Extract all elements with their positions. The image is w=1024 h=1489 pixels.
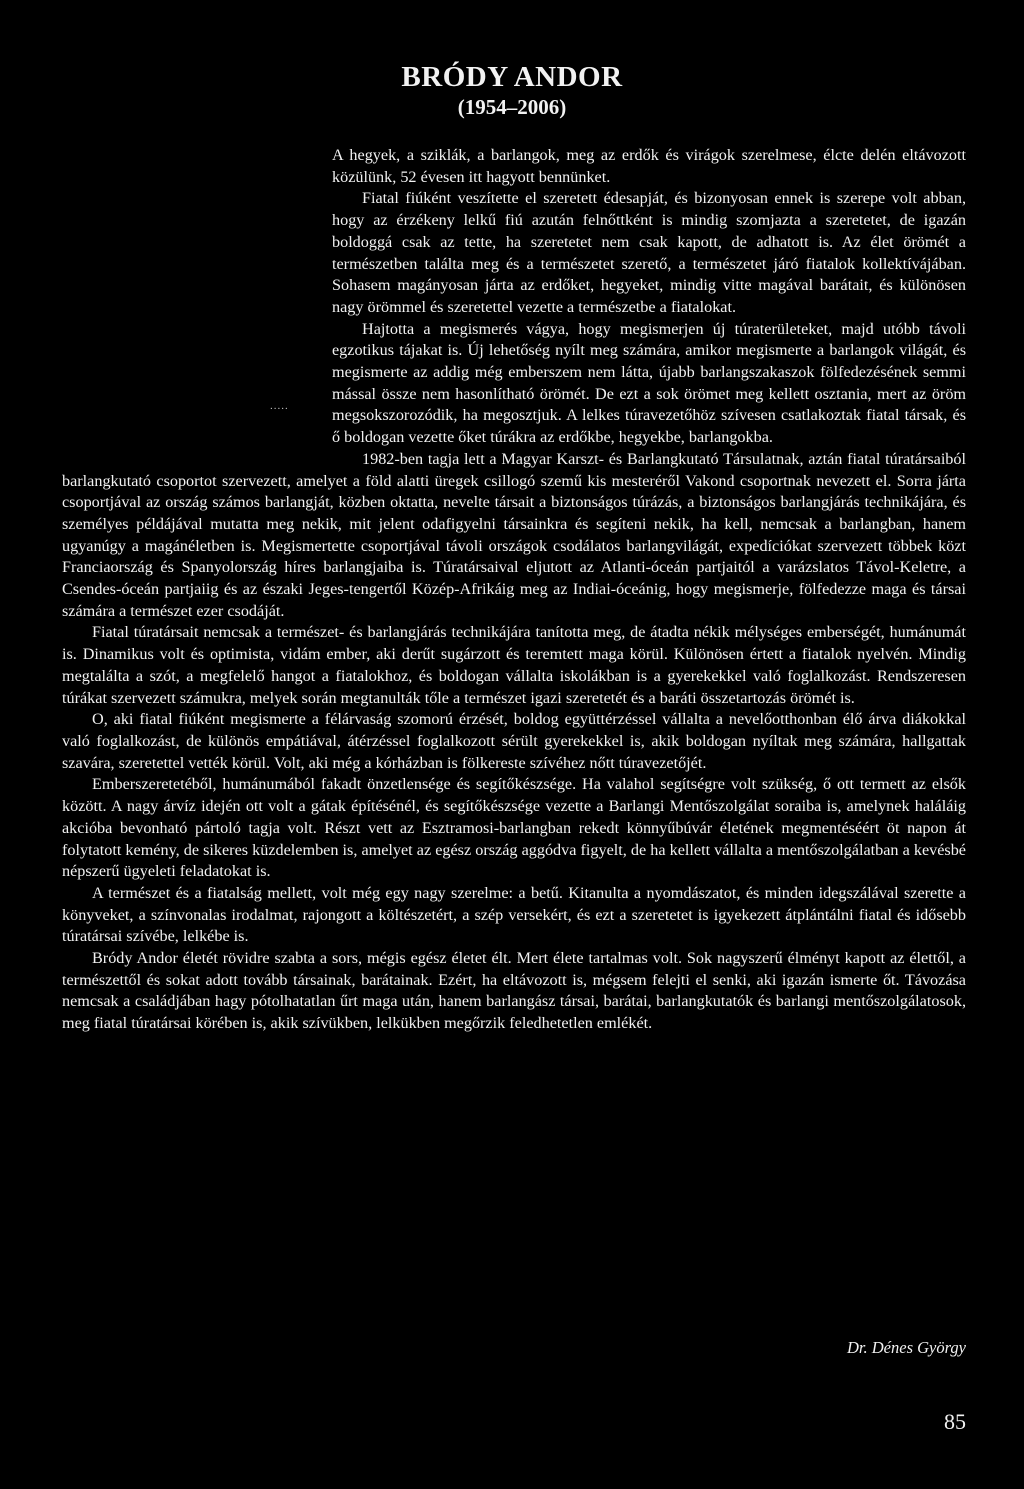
- paragraph-6: O, aki fiatal fiúként megismerte a félárvaság szomorú érzését, boldog együttérzéssel vállalta a nevelőotthonban élő árva diákokkal való foglalkozást, de különös empátiával, átérzéssel foglalkozott sérült gyerekekkel is, akik boldogan nyíltak meg számára, hallgattak szavára, szeretettel vették körül. Volt, aki még a kórházban is fölkereste szívéhez nőtt túravezetőjét.: [62, 710, 966, 772]
- paragraph-7: Emberszeretetéből, humánumából fakadt önzetlensége és segítőkészsége. Ha valahol segítségre volt szükség, ő ott termett az elsők között. A nagy árvíz idején ott volt a gátak építésénél, és segítőkészsége vezette a Barlangi Mentőszolgálat soraiba is, amelynek haláláig akcióba bevonható pártoló tagja volt. Részt vett az Esztramosi-barlangban rekedt könnyűbúvár életének megmentéséért öt napon át folytatott kemény, de sikeres küzdelemben is, amelyet az egész ország aggódva figyelt, de ha kellett vállalta a mentőszolgálatban a kevésbé népszerű ügyeleti feladatokat is.: [62, 775, 966, 881]
- obituary-title: BRÓDY ANDOR: [401, 61, 623, 93]
- paragraph-5: Fiatal túratársait nemcsak a természet- és barlangjárás technikájára tanította meg, de átadta nékik mélységes emberségét, humánumát is. Dinamikus volt és optimista, vidám ember, aki derűt sugárzott és teremtett maga körül. Különösen értett a fiatalok nyelvén. Mindig megtalálta a szót, a megfelelő hangot a fiatalokhoz, és boldogan vállalta iskolákban is a gyerekekkel való foglalkozást. Rendszeresen túrákat szervezett számukra, melyek során megtanulták tőle a természet igazi szeretetét és a baráti összetartozás örömét is.: [62, 623, 966, 707]
- obituary-body: [62, 145, 966, 1035]
- paragraph-1: A hegyek, a sziklák, a barlangok, meg az erdők és virágok szerelmese, élcte delén eltávozott közülünk, 52 évesen itt hagyott bennünket.: [332, 146, 966, 186]
- paragraph-8: A természet és a fiatalság mellett, volt még egy nagy szerelme: a betű. Kitanulta a nyomdászatot, és minden idegszálával szerette a könyveket, a színvonalas irodalmat, rajongott a költészetért, a szép versekért, és ezt a szeretetet is igyekezett átplántálni fiatal és idősebb túratársai szívébe, lelkébe is.: [62, 883, 966, 946]
- paragraph-4: 1982-ben tagja lett a Magyar Karszt- és Barlangkutató Társulatnak, aztán fiatal túratársaiból barlangkutató csoportot szervezett, amelyet a föld alatti üregek csillogó szemű kis mesteréről Vakond csoportnak nevezett el. Sorra járta csoportjával az ország számos barlangját, közben oktatta, nevelte társait a biztonságos túrázás, a biztonságos barlangjárás technikájára, és személyes példájával mutatta meg nekik, mit jelent odafigyelni társainkra és segíteni nekik, ha kell, nemcsak a barlangban, hanem ugyanúgy a magánéletben is. Megismertette csoportjával távoli országok csodálatos barlangvilágát, expedíciókat szervezett többek közt Franciaország és Spanyolország híres barlangjaiba is. Túratársaival eljutott az Atlanti-óceán partjaitól a varázslatos Távol-Keletre, a Csendes-óceán partjaiig és az északi Jeges-tengertől Közép-Afrikáig meg az Indiai-óceánig, hogy megismerje, fölfedezze maga és társai számára a természet ezer csodáját.: [62, 449, 966, 620]
- author-signature: Dr. Dénes György: [847, 1338, 966, 1357]
- photo-placeholder: [62, 145, 332, 470]
- life-years: (1954–2006): [457, 95, 567, 119]
- photo-caption-marker: .....: [270, 400, 289, 412]
- paragraph-2: Fiatal fiúként veszítette el szeretett édesapját, és bizonyosan ennek is szerepe volt abban, hogy az érzékeny lelkű fiú azután felnőttként is mindig szomjazta a szeretetet, de igazán boldoggá csak az tette, ha szeretetet nem csak kapott, de adhatott is. Az élet örömét a természetben találta meg és a természetet szerető, a természetet járó fiatalok kollektívájában. Sohasem magányosan járta az erdőket, hegyeket, mindig vitte magával barátait, és különösen nagy örömmel és szeretettel vezette a természetbe a fiatalokat.: [332, 189, 966, 316]
- page-number: 85: [944, 1409, 966, 1434]
- paragraph-3: Hajtotta a megismerés vágya, hogy megismerjen új túraterületeket, majd utóbb távoli egzotikus tájakat is. Új lehetőség nyílt meg számára, amikor megismerte a barlangok világát, és megismerte az addig még emberszem nem látta, újabb barlangszakaszok fölfedezésének semmi mással össze nem hasonlítható örömét. De ezt a sok örömet meg kellett osztania, mert az öröm megsokszorozódik, ha megosztjuk. A lelkes túravezetőhöz szívesen csatlakoztak fiatal társak, és ő boldogan vezette őket túrákra az erdőkbe, hegyekbe, barlangokba.: [332, 319, 966, 447]
- paragraph-9: Bródy Andor életét rövidre szabta a sors, mégis egész életet élt. Mert élete tartalmas volt. Sok nagyszerű élményt kapott az élettől, a természettől és sokat adott tovább társainak, barátainak. Ezért, ha eltávozott is, mégsem felejti el senki, aki igazán ismerte őt. Távozása nemcsak a családjában hagy pótolhatatlan űrt maga után, hanem barlangász társai, barátai, barlangkutatók és barlangi mentőszolgálatosok, meg fiatal túratársai körében is, akik szívükben, lelkükben megőrzik feledhetetlen emlékét.: [62, 949, 966, 1033]
